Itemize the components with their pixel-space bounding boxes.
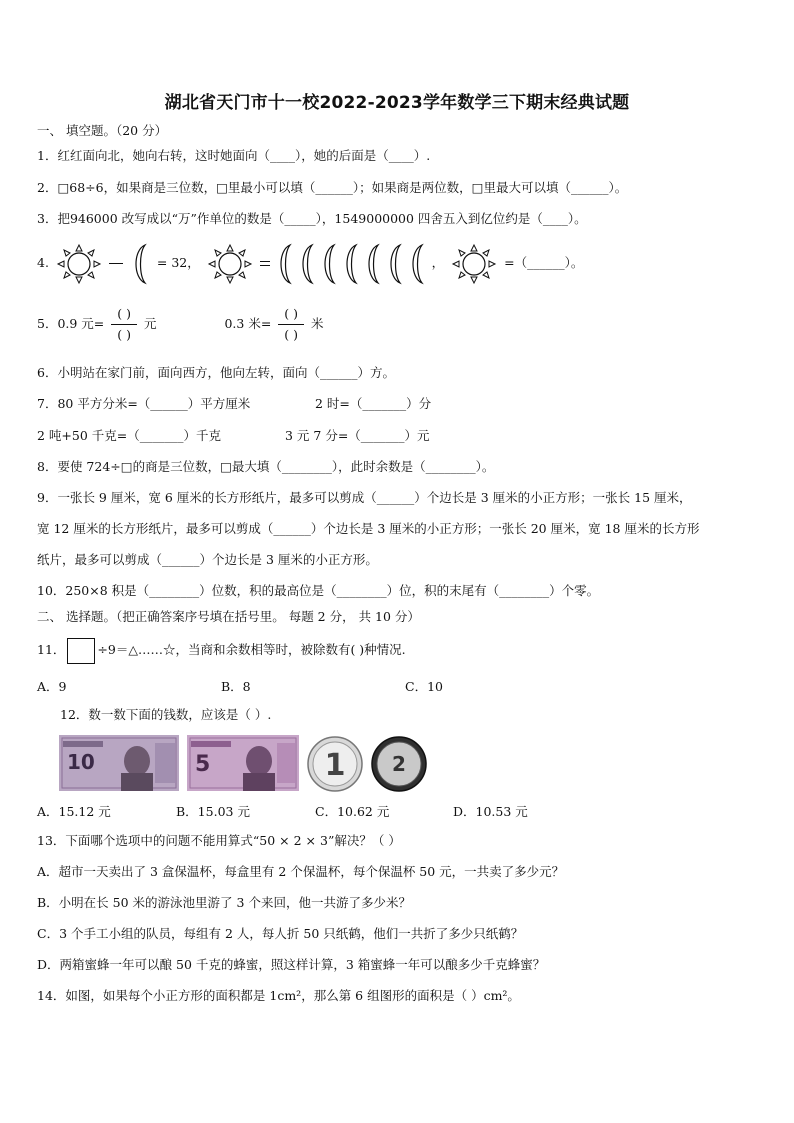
sun-icon (204, 242, 256, 286)
question-11 (37, 636, 406, 664)
question-7-a: 7．80 平方分米=（______）平方厘米 (37, 396, 251, 411)
question-11-option-b: B．8 (221, 679, 251, 694)
question-4-equation-3: =（______）。 (504, 255, 584, 270)
fraction-blank (111, 304, 137, 345)
moon-icon (340, 242, 362, 286)
fraction-denominator-blank: ( ) (117, 327, 131, 342)
coin-denomination: 1 (324, 748, 346, 783)
question-5-prefix: 5．0.9 元= (37, 316, 105, 331)
question-5 (37, 302, 324, 346)
moon-icon (296, 242, 318, 286)
moon-icon (274, 242, 296, 286)
fraction-denominator-blank: ( ) (284, 327, 299, 342)
section-heading-fill-in: 一、 填空题。（20 分） (37, 123, 168, 138)
question-11-option-a: A．9 (37, 679, 67, 694)
question-7-d: 3 元 7 分=（_______）元 (285, 428, 430, 443)
question-12: 12．数一数下面的钱数，应该是（ ）. (60, 707, 272, 722)
fraction-numerator-blank: ( ) (111, 304, 137, 325)
moon-icon (384, 242, 406, 286)
question-4-separator: ， (431, 255, 445, 270)
two-fen-coin-image (370, 735, 428, 793)
question-8: 8．要使 724÷□的商是三位数，□最大填（________），此时余数是（________）。 (37, 459, 495, 474)
question-5-mid: 0.3 米= (224, 316, 272, 331)
moon-icon (318, 242, 340, 286)
question-7-c: 2 吨+50 千克=（_______）千克 (37, 428, 222, 443)
one-yuan-coin-image (306, 735, 364, 793)
question-4 (37, 240, 583, 286)
banknote-denomination: 5 (195, 752, 211, 777)
question-6: 6．小明站在家门前，面向西方，他向左转，面向（______）方。 (37, 365, 395, 380)
dividend-box (67, 638, 95, 664)
ten-yuan-banknote-image (59, 735, 179, 791)
coin-denomination: 2 (392, 752, 406, 776)
moon-icon (362, 242, 384, 286)
question-14: 14．如图，如果每个小正方形的面积都是 1cm²，那么第 6 组图形的面积是（ ）cm²。 (37, 988, 520, 1003)
moon-icon (406, 242, 428, 286)
question-4-number: 4. (37, 255, 49, 270)
moon-icon (127, 242, 153, 286)
question-12-option-d: D．10.53 元 (453, 804, 528, 819)
question-12-option-c: C．10.62 元 (315, 804, 390, 819)
sun-icon (448, 242, 500, 286)
question-2: 2．□68÷6，如果商是三位数，□里最小可以填（______）；如果商是两位数，□里最大可以填（______）。 (37, 180, 628, 195)
sun-icon (53, 242, 105, 286)
question-11-number: 11． (37, 642, 66, 657)
question-9-line-1: 9．一张长 9 厘米，宽 6 厘米的长方形纸片，最多可以剪成（______）个边长是 3 厘米的小正方形；一张长 15 厘米， (37, 490, 692, 505)
question-5-unit-yuan: 元 (143, 316, 157, 331)
question-10: 10．250×8 积是（________）位数，积的最高位是（________）位，积的末尾有（________）个零。 (37, 583, 600, 598)
question-9-line-2: 宽 12 厘米的长方形纸片，最多可以剪成（______）个边长是 3 厘米的小正方形；一张长 20 厘米，宽 18 厘米的长方形 (37, 521, 700, 536)
section-heading-choice: 二、 选择题。（把正确答案序号填在括号里。 每题 2 分， 共 10 分） (37, 609, 420, 624)
question-11-text: ÷9＝△……☆，当商和余数相等时，被除数有( )种情况. (97, 642, 406, 657)
fraction-numerator-blank: ( ) (278, 304, 304, 325)
question-13-option-d: D．两箱蜜蜂一年可以酿 50 千克的蜂蜜，照这样计算，3 箱蜜蜂一年可以酿多少千克蜂蜜？ (37, 957, 546, 972)
question-13-option-a: A．超市一天卖出了 3 盒保温杯，每盒里有 2 个保温杯，每个保温杯 50 元，一共卖了多少元？ (37, 864, 565, 879)
question-5-unit-mi: 米 (311, 316, 324, 331)
question-12-option-b: B．15.03 元 (176, 804, 250, 819)
question-7-b: 2 时=（_______）分 (315, 396, 432, 411)
question-12-option-a: A．15.12 元 (37, 804, 111, 819)
banknote-denomination: 10 (67, 750, 95, 774)
question-1: 1．红红面向北，她向右转，这时她面向（____），她的后面是（____）. (37, 148, 431, 163)
question-9-line-3: 纸片，最多可以剪成（______）个边长是 3 厘米的小正方形。 (37, 552, 378, 567)
question-11-option-c: C．10 (405, 679, 443, 694)
fraction-blank (278, 304, 304, 345)
question-4-equation-1: = 32， (156, 255, 200, 270)
page-title: 湖北省天门市十一校2022-2023学年数学三下期末经典试题 (164, 93, 630, 113)
question-13-option-c: C．3 个手工小组的队员，每组有 2 人，每人折 50 只纸鹤，他们一共折了多少只纸鹤？ (37, 926, 524, 941)
five-yuan-banknote-image (187, 735, 299, 791)
question-13: 13．下面哪个选项中的问题不能用算式“50 × 2 × 3”解决？（ ） (37, 833, 401, 848)
question-3: 3．把946000 改写成以“万”作单位的数是（_____），1549000000 四舍五入到亿位约是（____）。 (37, 211, 587, 226)
question-13-option-b: B．小明在长 50 米的游泳池里游了 3 个来回，他一共游了多少米？ (37, 895, 411, 910)
